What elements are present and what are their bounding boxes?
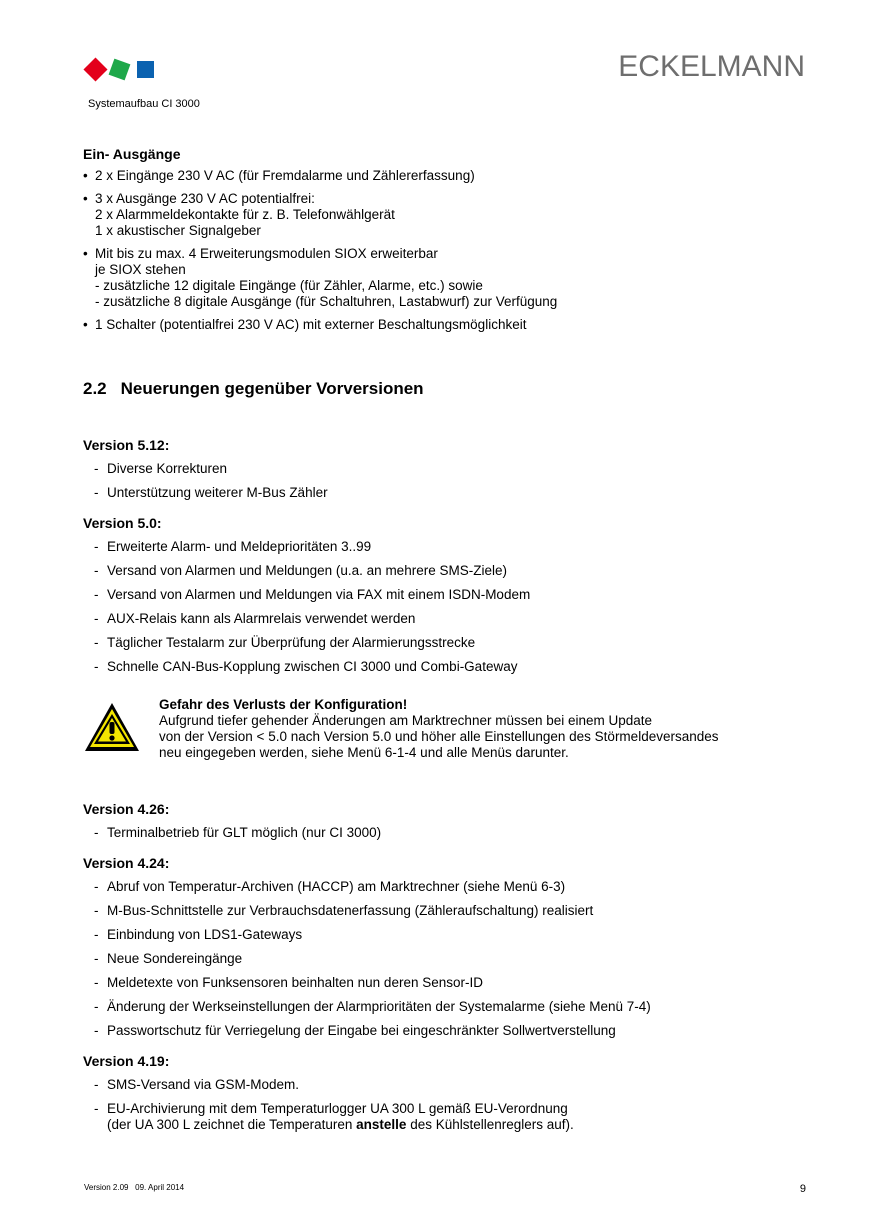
logo-green-square	[109, 59, 131, 81]
version-heading: Version 5.0:	[83, 515, 162, 531]
list-item: - Meldetexte von Funksensoren beinhalten nun deren Sensor-ID	[94, 975, 803, 991]
list-item: - Abruf von Temperatur-Archiven (HACCP) am Marktrechner (siehe Menü 6-3)	[94, 879, 803, 895]
bullet-item	[83, 168, 803, 184]
version-heading: Version 4.24:	[83, 855, 170, 871]
list-item	[94, 1077, 803, 1093]
warning-line: von der Version < 5.0 nach Version 5.0 und höher alle Einstellungen des Störmeldeversandes	[159, 729, 719, 744]
version-list	[83, 539, 803, 675]
list-item: - Einbindung von LDS1-Gateways	[94, 927, 803, 943]
version-list	[83, 825, 803, 841]
list-item: - Neue Sondereingänge	[94, 951, 803, 967]
bullet-line: - zusätzliche 8 digitale Ausgänge (für Schaltuhren, Lastabwurf) zur Verfügung	[95, 294, 558, 309]
version-list	[83, 879, 803, 1039]
list-item: - Änderung der Werkseinstellungen der Alarmprioritäten der Systemalarme (siehe Menü 7-4)	[94, 999, 803, 1015]
list-item: - Versand von Alarmen und Meldungen via FAX mit einem ISDN-Modem	[94, 587, 803, 603]
version-list	[83, 461, 803, 501]
bullet-item	[83, 191, 803, 239]
section-heading	[83, 379, 803, 399]
logo-blue-square	[137, 61, 154, 78]
section-title: Neuerungen gegenüber Vorversionen	[120, 379, 424, 398]
list-item: - Passwortschutz für Verriegelung der Eingabe bei eingeschränkter Sollwertverstellung	[94, 1023, 803, 1039]
logo-red-square	[83, 57, 107, 81]
bullet-line: • 1 Schalter (potentialfrei 230 V AC) mit externer Beschaltungsmöglichkeit	[95, 317, 527, 332]
brand-logo: ECKELMANN	[618, 50, 805, 83]
page-content	[83, 146, 803, 1141]
version-heading: Version 5.12:	[83, 437, 170, 453]
version-list	[83, 1077, 803, 1133]
bullet-line: 2 x Alarmmeldekontakte für z. B. Telefonwählgerät	[95, 207, 395, 222]
list-item	[94, 1101, 803, 1133]
text-fragment: (der UA 300 L zeichnet die Temperaturen	[107, 1117, 357, 1132]
bullet-line: • Mit bis zu max. 4 Erweiterungsmodulen SIOX erweiterbar	[95, 246, 438, 261]
list-item: - Unterstützung weiterer M-Bus Zähler	[94, 485, 803, 501]
warning-line: neu eingegeben werden, siehe Menü 6-1-4 und alle Menüs darunter.	[159, 745, 569, 760]
document-title: Systemaufbau CI 3000	[88, 98, 200, 110]
versions-group-2	[83, 801, 803, 1039]
warning-icon	[83, 701, 141, 753]
warning-title: Gefahr des Verlusts der Konfiguration!	[159, 697, 408, 712]
versions-group-1	[83, 437, 803, 675]
list-item-text: SMS-Versand via GSM-Modem.	[107, 1077, 300, 1092]
list-item-text: - EU-Archivierung mit dem Temperaturlogger UA 300 L gemäß EU-Verordnung	[107, 1101, 568, 1116]
io-list	[83, 168, 803, 333]
section-number: 2.2	[83, 379, 107, 398]
version-heading: Version 4.19:	[83, 1053, 170, 1069]
bullet-item	[83, 317, 803, 333]
list-item: - Erweiterte Alarm- und Meldeprioritäten 3..99	[94, 539, 803, 555]
text-fragment: des Kühlstellenreglers auf).	[406, 1117, 574, 1132]
bullet-line: - zusätzliche 12 digitale Eingänge (für Zähler, Alarme, etc.) sowie	[95, 278, 483, 293]
list-item-text	[107, 1117, 803, 1133]
footer-version: Version 2.09 09. April 2014	[84, 1183, 185, 1192]
list-item: - Täglicher Testalarm zur Überprüfung der Alarmierungsstrecke	[94, 635, 803, 651]
bullet-item	[83, 246, 803, 310]
page-number: 9	[799, 1183, 806, 1195]
list-item: - M-Bus-Schnittstelle zur Verbrauchsdatenerfassung (Zähleraufschaltung) realisiert	[94, 903, 803, 919]
io-heading: Ein- Ausgänge	[83, 146, 181, 162]
list-item: - Diverse Korrekturen	[94, 461, 803, 477]
bullet-line: • 2 x Eingänge 230 V AC (für Fremdalarme und Zählererfassung)	[95, 168, 475, 183]
emphasis-text: anstelle	[356, 1117, 407, 1132]
bullet-line: 1 x akustischer Signalgeber	[95, 223, 261, 238]
list-item: - Versand von Alarmen und Meldungen (u.a. an mehrere SMS-Ziele)	[94, 563, 803, 579]
list-item: - Schnelle CAN-Bus-Kopplung zwischen CI 3000 und Combi-Gateway	[94, 659, 803, 675]
warning-box	[83, 697, 803, 761]
list-item: - AUX-Relais kann als Alarmrelais verwendet werden	[94, 611, 803, 627]
version-heading: Version 4.26:	[83, 801, 170, 817]
warning-text	[159, 697, 719, 761]
list-item: - Terminalbetrieb für GLT möglich (nur CI 3000)	[94, 825, 803, 841]
warning-line: Aufgrund tiefer gehender Änderungen am Marktrechner müssen bei einem Update	[159, 713, 653, 728]
bullet-line: • 3 x Ausgänge 230 V AC potentialfrei:	[95, 191, 315, 206]
bullet-line: je SIOX stehen	[95, 262, 186, 277]
